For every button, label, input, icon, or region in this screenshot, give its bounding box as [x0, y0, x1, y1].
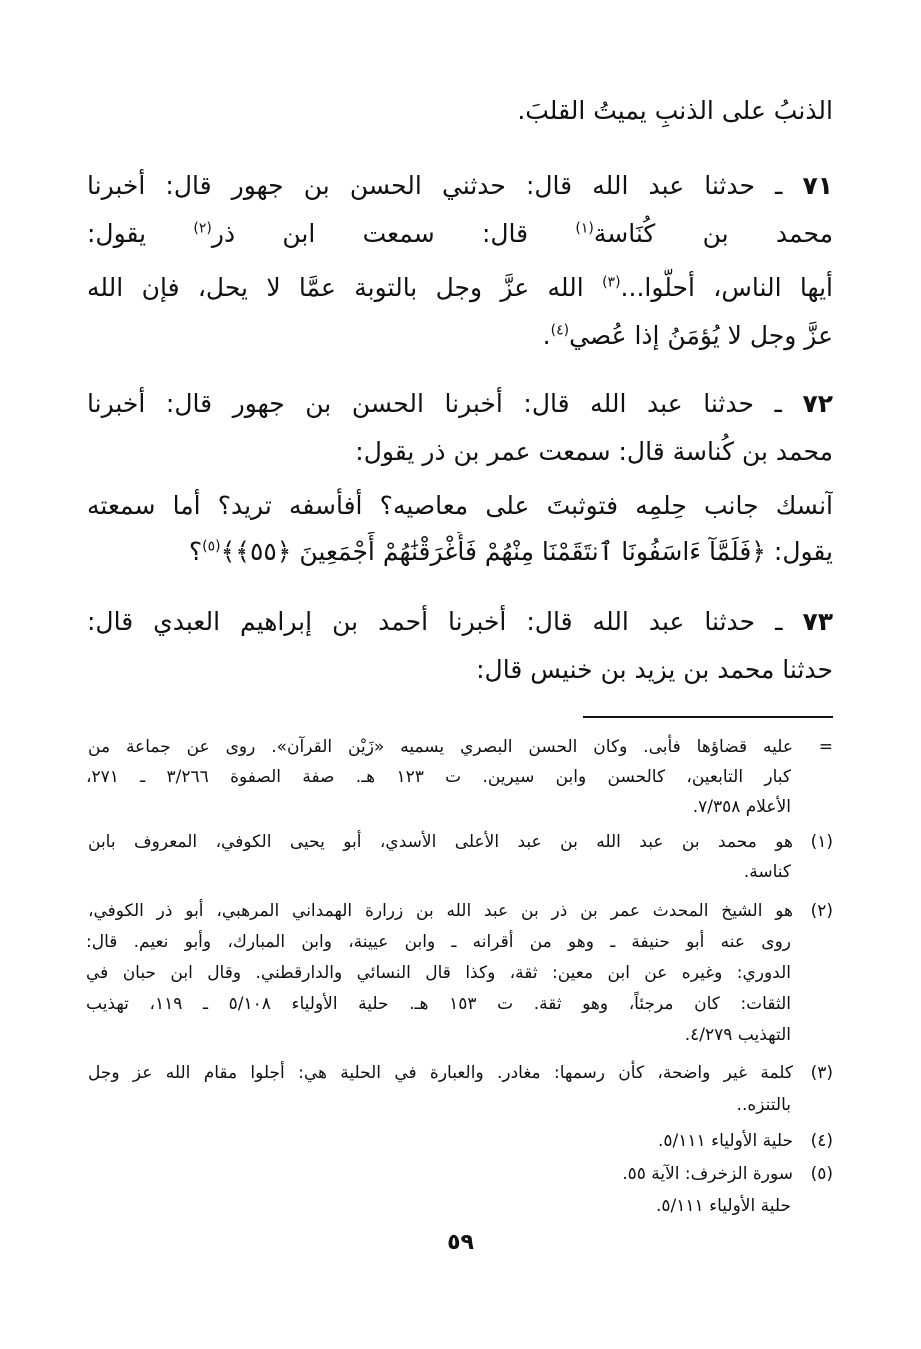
footnote-5-marker: (٥)	[810, 1164, 833, 1184]
narration-number-73: ٧٣	[802, 607, 833, 636]
footnote-2-line-4	[83, 991, 791, 1017]
footnote-ref-1: (١)	[575, 220, 594, 237]
footnote-4-marker: (٤)	[810, 1131, 833, 1151]
footnote-text: سورة الزخرف: الآية ٥٥.	[622, 1164, 793, 1184]
footnote-ref-5: (٥)	[202, 538, 221, 555]
footnote-3-line-1	[83, 1060, 833, 1086]
footnote-text: حلية الأولياء ٥/١١١.	[656, 1196, 791, 1216]
footnote-1-marker: (١)	[810, 832, 833, 852]
footnote-5-line-1	[83, 1161, 833, 1187]
text-segment: ـ حدثنا عبد الله قال: أخبرنا أحمد بن إبراهيم العبدي قال:	[87, 607, 803, 636]
text-segment: ـ حدثنا عبد الله قال: أخبرنا الحسن بن جهور قال: أخبرنا	[87, 389, 803, 418]
footnote-continued-line-3	[83, 794, 791, 820]
footnote-text: الدوري: وغيره عن ابن معين: ثقة، وكذا قال النسائي والدارقطني. وقال ابن حبان في	[86, 963, 791, 983]
footnote-text: بالتنزه..	[736, 1095, 791, 1115]
text-segment: آنسك جانب حِلمِه فتوثبتَ على معاصيه؟ أفأسفه تريد؟ أما سمعته	[87, 491, 833, 520]
text-segment: أيها الناس، أحلُّوا...	[620, 273, 833, 302]
narration-number-72: ٧٢	[802, 389, 833, 418]
footnote-ref-3: (٣)	[602, 274, 621, 291]
quran-verse: يقول: ﴿فَلَمَّآ ءَاسَفُونَا ٱنتَقَمْنَا مِنْهُمْ فَأَغْرَقْنَٰهُمْ أَجْمَعِينَ ﴿٥٥﴾﴾	[220, 537, 833, 566]
text-segment: الذنبُ على الذنبِ يميتُ القلبَ.	[517, 96, 833, 125]
narration-72-line-2	[87, 432, 833, 472]
footnote-text: حلية الأولياء ٥/١١١.	[658, 1131, 793, 1151]
footnote-text: هو الشيخ المحدث عمر بن ذر بن عبد الله بن زرارة الهمداني المرهبي، أبو ذر الكوفي،	[88, 901, 793, 921]
footnote-1-line-1	[83, 829, 833, 855]
footnote-ref-4: (٤)	[550, 322, 570, 339]
footnote-3-marker: (٣)	[810, 1063, 833, 1083]
footnote-1-line-2	[83, 859, 791, 885]
text-segment: ؟	[188, 537, 203, 566]
footnote-continuation-marker: =	[818, 737, 833, 757]
footnote-continued-line-2	[83, 764, 791, 790]
text-segment: عزَّ وجل لا يُؤمَنُ إذا عُصي	[569, 321, 833, 350]
footnote-text: كناسة.	[743, 862, 791, 882]
text-segment: حدثنا محمد بن يزيد بن خنيس قال:	[476, 655, 833, 684]
footnote-text: هو محمد بن عبد الله بن عبد الأعلى الأسدي، أبو يحيى الكوفي، المعروف بابن	[88, 832, 793, 852]
footnote-text: التهذيب ٤/٢٧٩.	[684, 1025, 791, 1045]
quote-72-line-2	[87, 532, 833, 572]
text-line-1	[87, 91, 833, 131]
footnote-divider	[583, 716, 833, 718]
narration-71-line-1	[87, 166, 833, 206]
quote-71-line-1	[87, 268, 833, 308]
footnote-2-line-1	[83, 898, 833, 924]
footnote-text: روى عنه أبو حنيفة ـ وهو من أقرانه ـ وابن عيينة، وابن المبارك، وأبو نعيم. قال:	[86, 932, 791, 952]
text-segment: محمد بن كُنَاسة	[593, 219, 833, 248]
footnote-text: الثقات: كان مرجئاً، وهو ثقة. ت ١٥٣ هـ. حلية الأولياء ٥/١٠٨ ـ ١١٩، تهذيب	[86, 994, 791, 1014]
footnote-text: الأعلام ٧/٣٥٨.	[692, 797, 791, 817]
footnote-3-line-2	[83, 1092, 791, 1118]
footnote-2-line-5	[83, 1022, 791, 1048]
narration-number-71: ٧١	[802, 171, 833, 200]
text-segment: يقول:	[87, 219, 194, 248]
narration-73-line-1	[87, 602, 833, 642]
footnote-text: كلمة غير واضحة، كأن رسمها: مغادر. والعبارة في الحلية هي: أجلوا مقام الله عز وجل	[88, 1063, 793, 1083]
quote-72-line-1	[87, 486, 833, 526]
footnote-continued-line-1	[83, 734, 833, 760]
footnote-4-line-1	[83, 1128, 833, 1154]
text-segment: محمد بن كُناسة قال: سمعت عمر بن ذر يقول:	[355, 437, 833, 466]
footnote-ref-2: (٢)	[193, 220, 212, 237]
footnote-text: كبار التابعين، كالحسن وابن سيرين. ت ١٢٣ هـ. صفة الصفوة ٣/٢٦٦ ـ ٢٧١،	[86, 767, 791, 787]
text-segment: ـ حدثنا عبد الله قال: حدثني الحسن بن جهور قال: أخبرنا	[87, 171, 803, 200]
narration-71-line-2	[87, 214, 833, 254]
footnote-text: عليه قضاؤها فأبى. وكان الحسن البصري يسميه «زَيْن القرآن». روى عن جماعة من	[88, 737, 793, 757]
narration-72-line-1	[87, 384, 833, 424]
page-number: ٥٩	[447, 1230, 474, 1255]
text-segment: قال: سمعت ابن ذر	[211, 219, 576, 248]
footnote-2-marker: (٢)	[810, 901, 833, 921]
text-segment: الله عزَّ وجل بالتوبة عمَّا لا يحل، فإن الله	[87, 273, 603, 302]
narration-73-line-2	[87, 650, 833, 690]
quote-71-line-2	[87, 316, 833, 356]
text-segment: .	[542, 321, 551, 350]
footnote-2-line-3	[83, 960, 791, 986]
footnote-2-line-2	[83, 929, 791, 955]
footnote-5-line-2	[83, 1193, 791, 1219]
